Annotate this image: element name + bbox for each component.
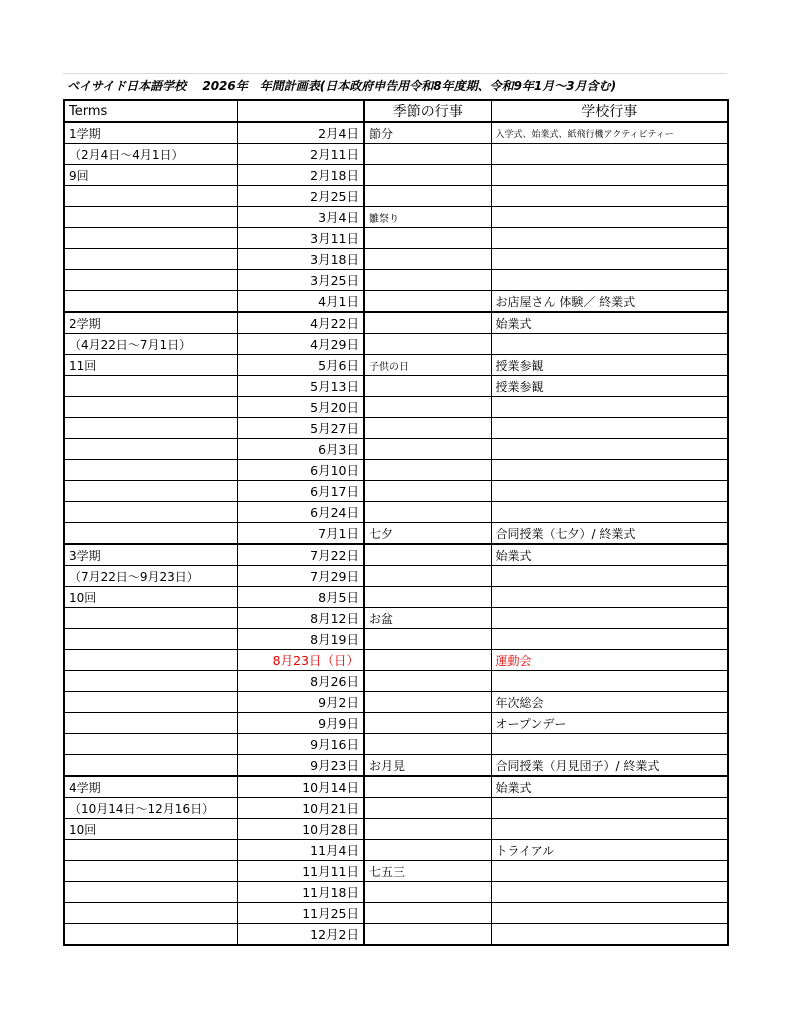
term-cell: 4学期 — [64, 776, 237, 798]
school-event-cell — [491, 882, 728, 903]
term-cell — [64, 650, 237, 671]
seasonal-event-cell — [364, 776, 491, 798]
school-event-cell — [491, 418, 728, 439]
seasonal-event-cell — [364, 650, 491, 671]
term-cell: （7月22日～9月23日） — [64, 566, 237, 587]
table-row — [64, 355, 728, 376]
seasonal-event-cell — [364, 819, 491, 840]
school-event-cell: 年次総会 — [491, 692, 728, 713]
header-seasonal: 季節の行事 — [364, 100, 491, 122]
date-cell: 4月22日 — [237, 312, 364, 334]
school-event-cell — [491, 228, 728, 249]
term-cell — [64, 734, 237, 755]
term-cell — [64, 228, 237, 249]
seasonal-event-cell — [364, 228, 491, 249]
term-cell — [64, 924, 237, 946]
term-cell — [64, 397, 237, 418]
table-row — [64, 397, 728, 418]
date-cell: 11月25日 — [237, 903, 364, 924]
seasonal-event-cell — [364, 270, 491, 291]
school-event-cell: 合同授業（七夕）/ 終業式 — [491, 523, 728, 545]
school-event-cell — [491, 903, 728, 924]
seasonal-event-cell: お月見 — [364, 755, 491, 777]
date-cell: 8月5日 — [237, 587, 364, 608]
school-event-cell — [491, 334, 728, 355]
date-cell: 9月9日 — [237, 713, 364, 734]
table-row — [64, 608, 728, 629]
seasonal-event-cell — [364, 397, 491, 418]
seasonal-event-cell — [364, 186, 491, 207]
term-cell: 11回 — [64, 355, 237, 376]
seasonal-event-cell — [364, 629, 491, 650]
school-event-cell — [491, 629, 728, 650]
table-row — [64, 650, 728, 671]
term-cell: 9回 — [64, 165, 237, 186]
table-row — [64, 418, 728, 439]
table-row — [64, 502, 728, 523]
date-cell: 3月11日 — [237, 228, 364, 249]
school-event-cell — [491, 481, 728, 502]
school-event-cell — [491, 819, 728, 840]
table-row — [64, 566, 728, 587]
table-row — [64, 861, 728, 882]
school-event-cell — [491, 144, 728, 165]
term-cell — [64, 460, 237, 481]
seasonal-event-cell — [364, 924, 491, 946]
term-cell — [64, 713, 237, 734]
table-row — [64, 122, 728, 144]
school-event-cell — [491, 439, 728, 460]
date-cell: 11月18日 — [237, 882, 364, 903]
table-row — [64, 882, 728, 903]
date-cell: 6月10日 — [237, 460, 364, 481]
date-cell: 8月19日 — [237, 629, 364, 650]
term-cell: 10回 — [64, 819, 237, 840]
date-cell: 5月20日 — [237, 397, 364, 418]
date-cell: 6月24日 — [237, 502, 364, 523]
seasonal-event-cell — [364, 439, 491, 460]
table-row — [64, 755, 728, 777]
school-event-cell — [491, 734, 728, 755]
date-cell: 9月16日 — [237, 734, 364, 755]
date-cell: 8月23日（日） — [237, 650, 364, 671]
seasonal-event-cell — [364, 587, 491, 608]
table-row — [64, 270, 728, 291]
seasonal-event-cell — [364, 882, 491, 903]
seasonal-event-cell — [364, 566, 491, 587]
school-event-cell: 授業参観 — [491, 355, 728, 376]
schedule-table — [63, 99, 729, 946]
school-event-cell — [491, 924, 728, 946]
table-row — [64, 186, 728, 207]
term-cell — [64, 523, 237, 545]
term-cell — [64, 249, 237, 270]
header-terms: Terms — [64, 100, 237, 122]
date-cell: 8月12日 — [237, 608, 364, 629]
date-cell: 3月18日 — [237, 249, 364, 270]
school-event-cell: 始業式 — [491, 544, 728, 566]
seasonal-event-cell — [364, 144, 491, 165]
table-row — [64, 165, 728, 186]
date-cell: 11月4日 — [237, 840, 364, 861]
seasonal-event-cell — [364, 418, 491, 439]
date-cell: 10月21日 — [237, 798, 364, 819]
school-event-cell — [491, 460, 728, 481]
term-cell — [64, 270, 237, 291]
term-cell: 1学期 — [64, 122, 237, 144]
date-cell: 9月23日 — [237, 755, 364, 777]
date-cell: 3月25日 — [237, 270, 364, 291]
seasonal-event-cell — [364, 734, 491, 755]
school-event-cell — [491, 587, 728, 608]
term-cell — [64, 502, 237, 523]
date-cell: 5月27日 — [237, 418, 364, 439]
school-event-cell: 始業式 — [491, 776, 728, 798]
table-row — [64, 334, 728, 355]
school-event-cell — [491, 165, 728, 186]
date-cell: 12月2日 — [237, 924, 364, 946]
seasonal-event-cell — [364, 376, 491, 397]
seasonal-event-cell: 節分 — [364, 122, 491, 144]
table-row — [64, 207, 728, 228]
school-event-cell: 授業参観 — [491, 376, 728, 397]
term-cell: （4月22日～7月1日） — [64, 334, 237, 355]
seasonal-event-cell — [364, 460, 491, 481]
table-row — [64, 734, 728, 755]
seasonal-event-cell — [364, 291, 491, 313]
school-event-cell — [491, 502, 728, 523]
date-cell: 6月3日 — [237, 439, 364, 460]
table-row — [64, 144, 728, 165]
date-cell: 2月25日 — [237, 186, 364, 207]
term-cell — [64, 608, 237, 629]
date-cell: 7月22日 — [237, 544, 364, 566]
school-event-cell — [491, 270, 728, 291]
date-cell: 10月28日 — [237, 819, 364, 840]
school-event-cell — [491, 671, 728, 692]
seasonal-event-cell — [364, 671, 491, 692]
table-row — [64, 629, 728, 650]
school-event-cell: お店屋さん 体験／ 終業式 — [491, 291, 728, 313]
date-cell: 7月1日 — [237, 523, 364, 545]
date-cell: 6月17日 — [237, 481, 364, 502]
term-cell — [64, 207, 237, 228]
table-row — [64, 481, 728, 502]
date-cell: 2月4日 — [237, 122, 364, 144]
date-cell: 7月29日 — [237, 566, 364, 587]
table-row — [64, 924, 728, 946]
seasonal-event-cell — [364, 334, 491, 355]
term-cell — [64, 376, 237, 397]
school-event-cell — [491, 608, 728, 629]
table-row — [64, 376, 728, 397]
date-cell: 2月11日 — [237, 144, 364, 165]
term-cell — [64, 692, 237, 713]
seasonal-event-cell — [364, 249, 491, 270]
term-cell: 2学期 — [64, 312, 237, 334]
header-row — [64, 100, 728, 122]
term-cell — [64, 755, 237, 777]
term-cell: 3学期 — [64, 544, 237, 566]
table-row — [64, 291, 728, 313]
date-cell: 5月6日 — [237, 355, 364, 376]
table-row — [64, 903, 728, 924]
seasonal-event-cell: 雛祭り — [364, 207, 491, 228]
table-row — [64, 671, 728, 692]
term-cell: （10月14日～12月16日） — [64, 798, 237, 819]
seasonal-event-cell — [364, 798, 491, 819]
term-cell — [64, 418, 237, 439]
seasonal-event-cell: お盆 — [364, 608, 491, 629]
seasonal-event-cell — [364, 713, 491, 734]
seasonal-event-cell: 子供の日 — [364, 355, 491, 376]
school-event-cell: 運動会 — [491, 650, 728, 671]
term-cell — [64, 861, 237, 882]
date-cell: 2月18日 — [237, 165, 364, 186]
school-event-cell — [491, 249, 728, 270]
table-row — [64, 692, 728, 713]
date-cell: 3月4日 — [237, 207, 364, 228]
table-row — [64, 544, 728, 566]
header-school: 学校行事 — [491, 100, 728, 122]
date-cell: 8月26日 — [237, 671, 364, 692]
date-cell: 9月2日 — [237, 692, 364, 713]
school-event-cell: 始業式 — [491, 312, 728, 334]
date-cell: 4月29日 — [237, 334, 364, 355]
seasonal-event-cell — [364, 481, 491, 502]
school-event-cell — [491, 207, 728, 228]
term-cell — [64, 882, 237, 903]
term-cell — [64, 186, 237, 207]
date-cell: 10月14日 — [237, 776, 364, 798]
seasonal-event-cell: 七夕 — [364, 523, 491, 545]
seasonal-event-cell — [364, 165, 491, 186]
table-row — [64, 713, 728, 734]
date-cell: 5月13日 — [237, 376, 364, 397]
date-cell: 11月11日 — [237, 861, 364, 882]
table-row — [64, 523, 728, 545]
table-row — [64, 312, 728, 334]
term-cell — [64, 671, 237, 692]
school-event-cell: トライアル — [491, 840, 728, 861]
schedule-sheet — [63, 73, 727, 946]
term-cell — [64, 629, 237, 650]
table-row — [64, 840, 728, 861]
seasonal-event-cell — [364, 502, 491, 523]
term-cell — [64, 291, 237, 313]
table-row — [64, 587, 728, 608]
term-cell: （2月4日～4月1日） — [64, 144, 237, 165]
table-row — [64, 228, 728, 249]
header-date — [237, 100, 364, 122]
school-event-cell: 合同授業（月見団子）/ 終業式 — [491, 755, 728, 777]
table-row — [64, 249, 728, 270]
term-cell — [64, 903, 237, 924]
table-row — [64, 776, 728, 798]
document-title: ベイサイド日本語学校 2026年 年間計画表(日本政府申告用令和8年度期、令和9年1月～3月含む) — [63, 73, 727, 99]
school-event-cell — [491, 186, 728, 207]
term-cell: 10回 — [64, 587, 237, 608]
seasonal-event-cell — [364, 312, 491, 334]
term-cell — [64, 481, 237, 502]
school-event-cell — [491, 566, 728, 587]
school-event-cell — [491, 798, 728, 819]
seasonal-event-cell — [364, 840, 491, 861]
table-row — [64, 439, 728, 460]
seasonal-event-cell — [364, 692, 491, 713]
date-cell: 4月1日 — [237, 291, 364, 313]
seasonal-event-cell — [364, 544, 491, 566]
term-cell — [64, 439, 237, 460]
seasonal-event-cell: 七五三 — [364, 861, 491, 882]
seasonal-event-cell — [364, 903, 491, 924]
school-event-cell — [491, 397, 728, 418]
school-event-cell — [491, 861, 728, 882]
table-row — [64, 460, 728, 481]
table-row — [64, 798, 728, 819]
table-row — [64, 819, 728, 840]
term-cell — [64, 840, 237, 861]
school-event-cell: オープンデー — [491, 713, 728, 734]
school-event-cell: 入学式、始業式、紙飛行機アクティビティー — [491, 122, 728, 144]
